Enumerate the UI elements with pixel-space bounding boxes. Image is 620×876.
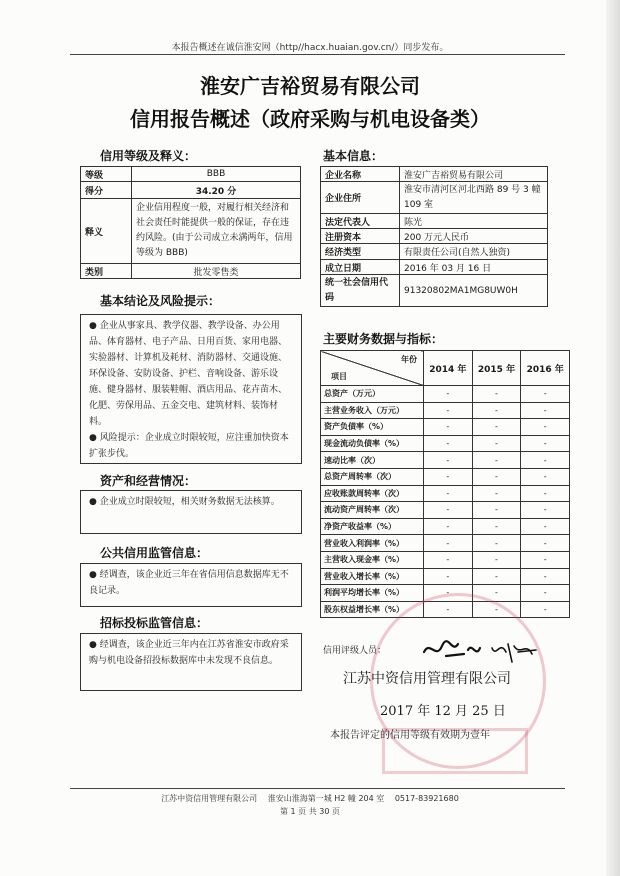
credit-value-meaning: 企业信用程度一般，对履行相关经济和社会责任时能提供一般的保证，存在违约风险。(由于公司成立未满两年，信用等级为 BBB) bbox=[132, 199, 301, 264]
basic-label-founded: 成立日期 bbox=[321, 260, 400, 275]
basic-value-address: 淮安市清河区河北西路 89 号 3 幢 109 室 bbox=[400, 182, 548, 214]
basic-value-legal-rep: 陈光 bbox=[400, 214, 548, 229]
credit-value-category: 批发零售类 bbox=[132, 264, 301, 279]
fin-cell: - bbox=[521, 535, 570, 552]
fin-cell: - bbox=[472, 585, 521, 602]
footer-rule bbox=[70, 788, 565, 789]
fin-cell: - bbox=[472, 435, 521, 452]
fin-cell: - bbox=[472, 535, 521, 552]
credit-table bbox=[80, 166, 301, 279]
credit-label-meaning: 释义 bbox=[81, 199, 132, 264]
bidding-box: ● 经调查，该企业近三年内在江苏省淮安市政府采购与机电设备招投标数据库中未发现不良信息。 bbox=[80, 633, 302, 691]
assets-box: ● 企业成立时限较短，相关财务数据无法核算。 bbox=[80, 490, 302, 534]
fin-cell: - bbox=[424, 435, 473, 452]
validity-note: 本报告评定的信用等级有效期为壹年 bbox=[330, 730, 490, 741]
fin-cell: - bbox=[472, 468, 521, 485]
fin-cell: - bbox=[424, 551, 473, 568]
basic-value-capital: 200 万元人民币 bbox=[400, 229, 548, 244]
fin-cell: - bbox=[424, 568, 473, 585]
fin-row-label: 现金流动负债率（%） bbox=[321, 435, 424, 452]
fin-row-label: 资产负债率（%） bbox=[321, 419, 424, 436]
fin-cell: - bbox=[424, 468, 473, 485]
footer-company-info: 江苏中资信用管理有限公司 淮安山淮海第一城 H2 幢 204 室 0517-83921680 bbox=[161, 794, 459, 803]
fin-cell: - bbox=[521, 452, 570, 469]
header-rule bbox=[70, 54, 565, 55]
fin-row-label: 应收账款周转率（次） bbox=[321, 485, 424, 502]
fin-cell: - bbox=[424, 518, 473, 535]
fin-cell: - bbox=[472, 485, 521, 502]
fin-cell: - bbox=[521, 402, 570, 419]
fin-row-label: 营业收入增长率（%） bbox=[321, 568, 424, 585]
financial-year-2015: 2015 年 bbox=[472, 351, 521, 386]
fin-cell: - bbox=[424, 386, 473, 403]
conclusion-box bbox=[80, 314, 302, 464]
rating-company-name: 江苏中资信用管理有限公司 bbox=[343, 671, 511, 687]
assets-heading: 资产和经营情况： bbox=[100, 474, 197, 488]
handwritten-signature bbox=[420, 634, 540, 668]
credit-label-score: 得分 bbox=[81, 182, 132, 199]
credit-heading: 信用等级及释义： bbox=[100, 149, 197, 163]
credit-value-score: 34.20 分 bbox=[132, 182, 301, 199]
fin-cell: - bbox=[472, 551, 521, 568]
fin-cell: - bbox=[424, 601, 473, 618]
fin-cell: - bbox=[472, 502, 521, 519]
fin-row-label: 净资产收益率（%） bbox=[321, 518, 424, 535]
financial-table bbox=[320, 350, 570, 618]
fin-cell: - bbox=[472, 601, 521, 618]
financial-item-header: 项目 bbox=[331, 372, 347, 381]
fin-cell: - bbox=[424, 452, 473, 469]
basic-value-name: 淮安广吉裕贸易有限公司 bbox=[400, 167, 548, 182]
basic-label-capital: 注册资本 bbox=[321, 229, 400, 244]
basic-label-legal-rep: 法定代表人 bbox=[321, 214, 400, 229]
financial-year-2016: 2016 年 bbox=[521, 351, 570, 386]
fin-row-label: 总资产周转率（次） bbox=[321, 468, 424, 485]
financial-year-header: 年份 bbox=[401, 355, 417, 364]
fin-cell: - bbox=[472, 402, 521, 419]
credit-label-grade: 等级 bbox=[81, 167, 132, 182]
conclusion-para2: 风险提示：企业成立时限较短，应注重加快资本扩张步伐。 bbox=[89, 433, 289, 459]
credit-label-category: 类别 bbox=[81, 264, 132, 279]
financial-year-2014: 2014 年 bbox=[424, 351, 473, 386]
basic-value-founded: 2016 年 03 月 16 日 bbox=[400, 260, 548, 275]
fin-cell: - bbox=[521, 468, 570, 485]
fin-cell: - bbox=[424, 402, 473, 419]
credit-value-grade: BBB bbox=[132, 167, 301, 182]
fin-cell: - bbox=[521, 419, 570, 436]
basic-label-credit-code: 统一社会信用代码 bbox=[321, 275, 400, 307]
public-supervision-heading: 公共信用监管信息： bbox=[100, 546, 209, 560]
report-date: 2017 年 12 月 25 日 bbox=[380, 704, 506, 719]
fin-cell: - bbox=[424, 535, 473, 552]
fin-cell: - bbox=[521, 485, 570, 502]
fin-cell: - bbox=[521, 502, 570, 519]
fin-cell: - bbox=[424, 419, 473, 436]
basic-label-econ-type: 经济类型 bbox=[321, 244, 400, 260]
fin-cell: - bbox=[521, 435, 570, 452]
fin-cell: - bbox=[472, 452, 521, 469]
fin-row-label: 股东权益增长率（%） bbox=[321, 601, 424, 618]
fin-row-label: 主营收入现金率（%） bbox=[321, 551, 424, 568]
rater-label: 信用评级人员： bbox=[323, 646, 387, 656]
footer-page-number: 第 1 页 共 30 页 bbox=[280, 807, 340, 816]
fin-cell: - bbox=[472, 568, 521, 585]
fin-cell: - bbox=[521, 601, 570, 618]
fin-row-label: 主营业务收入（万元） bbox=[321, 402, 424, 419]
basic-label-name: 企业名称 bbox=[321, 167, 400, 182]
conclusion-heading: 基本结论及风险提示： bbox=[100, 294, 221, 308]
financial-heading: 主要财务数据与指标： bbox=[323, 332, 444, 346]
basic-label-address: 企业住所 bbox=[321, 182, 400, 214]
report-title-subtitle: 信用报告概述（政府采购与机电设备类） bbox=[130, 107, 490, 131]
financial-header-diagonal bbox=[321, 351, 424, 386]
fin-cell: - bbox=[472, 518, 521, 535]
conclusion-para1: 企业从事家具、教学仪器、教学设备、办公用品、体育器材、电子产品、日用百货、家用电器、实验器材、计算机及耗材、消防器材、交通设施、环保设备、安防设备、护栏、音响设备、游乐设施、健身器材、服装鞋帽、酒店用品、花卉苗木、化肥、劳保用品、五金交电、建筑材料、装饰材料。 bbox=[89, 321, 288, 427]
fin-cell: - bbox=[521, 386, 570, 403]
public-supervision-box: ● 经调查，该企业近三年在省信用信息数据库无不良记录。 bbox=[80, 563, 302, 607]
fin-row-label: 速动比率（次） bbox=[321, 452, 424, 469]
assets-text: 企业成立时限较短，相关财务数据无法核算。 bbox=[99, 497, 280, 507]
fin-cell: - bbox=[472, 386, 521, 403]
fin-cell: - bbox=[424, 585, 473, 602]
public-supervision-text: 经调查，该企业近三年在省信用信息数据库无不良记录。 bbox=[89, 570, 289, 596]
fin-cell: - bbox=[424, 502, 473, 519]
fin-row-label: 流动资产周转率（次） bbox=[321, 502, 424, 519]
basic-info-table bbox=[320, 166, 548, 307]
fin-cell: - bbox=[521, 518, 570, 535]
fin-cell: - bbox=[521, 585, 570, 602]
fin-cell: - bbox=[424, 485, 473, 502]
basic-value-credit-code: 91320802MA1MG8UW0H bbox=[400, 275, 548, 307]
fin-row-label: 总资产（万元） bbox=[321, 386, 424, 403]
fin-row-label: 营业收入利润率（%） bbox=[321, 535, 424, 552]
header-note: 本报告概述在诚信淮安网（http//hacx.huaian.gov.cn/）同步发布。 bbox=[171, 43, 449, 53]
conclusion-risk: ● 风险提示：企业成立时限较短，应注重加快资本扩张步伐。 bbox=[89, 433, 289, 459]
conclusion-business-scope: ● 企业从事家具、教学仪器、教学设备、办公用品、体育器材、电子产品、日用百货、家用电器、实验器材、计算机及耗材、消防器材、交通设施、环保设备、安防设备、护栏、音响设备、游乐设施、健身器材、服装鞋帽、酒店用品、花卉苗木、化肥、劳保用品、五金交电、建筑材料、装饰材料。 bbox=[89, 321, 288, 427]
bidding-heading: 招标投标监管信息： bbox=[100, 616, 209, 630]
fin-cell: - bbox=[521, 568, 570, 585]
fin-row-label: 利润平均增长率（%） bbox=[321, 585, 424, 602]
basic-info-heading: 基本信息： bbox=[323, 149, 384, 163]
bidding-text: 经调查，该企业近三年内在江苏省淮安市政府采购与机电设备招投标数据库中未发现不良信息。 bbox=[89, 640, 289, 666]
fin-cell: - bbox=[472, 419, 521, 436]
report-title-company: 淮安广吉裕贸易有限公司 bbox=[200, 74, 420, 98]
basic-value-econ-type: 有限责任公司(自然人独资) bbox=[400, 244, 548, 260]
fin-cell: - bbox=[521, 551, 570, 568]
